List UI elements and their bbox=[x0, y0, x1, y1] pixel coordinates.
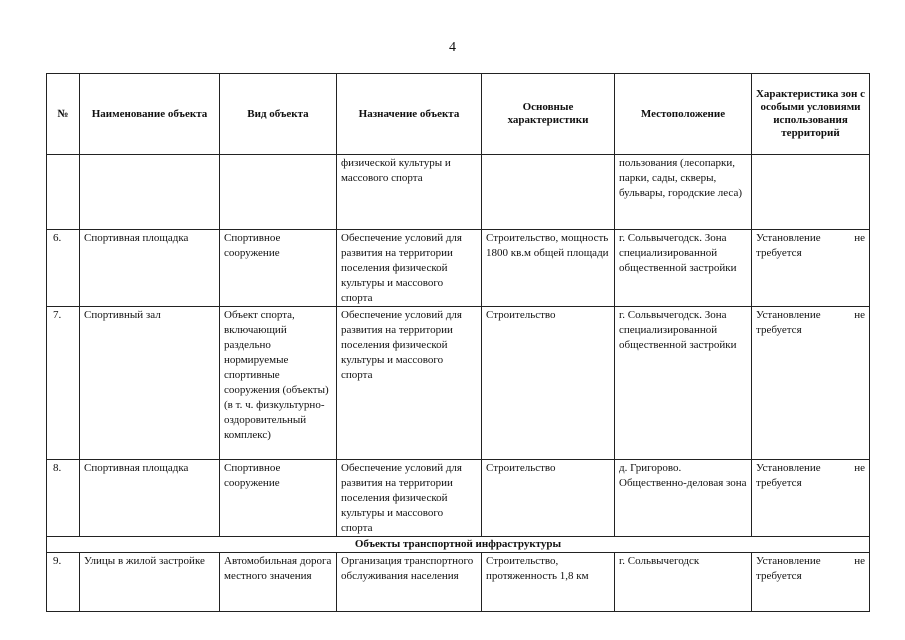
cell-characteristics: Строительство bbox=[482, 460, 615, 537]
cell-location: г. Сольвычегодск. Зона специализированной общественной застройки bbox=[615, 307, 752, 460]
cell-characteristics: Строительство, мощность 1800 кв.м общей площади bbox=[482, 230, 615, 307]
cell-purpose: Обеспечение условий для развития на территории поселения физической культуры и массового спорта bbox=[337, 230, 482, 307]
cell-characteristics: Строительство, протяженность 1,8 км bbox=[482, 553, 615, 612]
header-zones: Характеристика зон с особыми условиями использования территорий bbox=[752, 74, 870, 155]
continuation-row bbox=[47, 155, 870, 230]
header-location: Местоположение bbox=[615, 74, 752, 155]
cell-kind: Объект спорта, включающий раздельно нормируемые спортивные сооружения (объекты) (в т. ч. физкультурно-оздоровительный комплекс) bbox=[220, 307, 337, 460]
cell-location: г. Сольвычегодск bbox=[615, 553, 752, 612]
cell-zones: Установление не требуется bbox=[752, 553, 870, 612]
cell-name: Улицы в жилой застройке bbox=[80, 553, 220, 612]
cell-location: д. Григорово. Общественно-деловая зона bbox=[615, 460, 752, 537]
header-name: Наименование объекта bbox=[80, 74, 220, 155]
cell-purpose: Обеспечение условий для развития на территории поселения физической культуры и массового спорта bbox=[337, 307, 482, 460]
cell-zones: Установление не требуется bbox=[752, 230, 870, 307]
cell-name: Спортивная площадка bbox=[80, 460, 220, 537]
page-number: 4 bbox=[449, 40, 456, 55]
cell-purpose: физической культуры и массового спорта bbox=[337, 155, 482, 230]
table-row bbox=[47, 553, 870, 612]
cell-location: пользования (лесопарки, парки, сады, скверы, бульвары, городские леса) bbox=[615, 155, 752, 230]
cell-number: 6. bbox=[47, 230, 80, 307]
header-characteristics: Основные характеристики bbox=[482, 74, 615, 155]
cell-number: 8. bbox=[47, 460, 80, 537]
objects-table bbox=[46, 73, 870, 612]
cell-zones: Установление не требуется bbox=[752, 307, 870, 460]
cell-location: г. Сольвычегодск. Зона специализированной общественной застройки bbox=[615, 230, 752, 307]
cell-zones: Установление не требуется bbox=[752, 460, 870, 537]
header-purpose: Назначение объекта bbox=[337, 74, 482, 155]
cell-kind: Автомобильная дорога местного значения bbox=[220, 553, 337, 612]
header-kind: Вид объекта bbox=[220, 74, 337, 155]
header-row bbox=[47, 74, 870, 155]
table-row bbox=[47, 307, 870, 460]
cell-kind: Спортивное сооружение bbox=[220, 230, 337, 307]
cell-name: Спортивная площадка bbox=[80, 230, 220, 307]
header-number: № bbox=[47, 74, 80, 155]
section-title: Объекты транспортной инфраструктуры bbox=[47, 537, 870, 553]
cell-name: Спортивный зал bbox=[80, 307, 220, 460]
cell-purpose: Организация транспортного обслуживания населения bbox=[337, 553, 482, 612]
table-row bbox=[47, 230, 870, 307]
cell-purpose: Обеспечение условий для развития на территории поселения физической культуры и массового спорта bbox=[337, 460, 482, 537]
table-row bbox=[47, 460, 870, 537]
cell-kind: Спортивное сооружение bbox=[220, 460, 337, 537]
cell-number: 9. bbox=[47, 553, 80, 612]
section-row bbox=[47, 537, 870, 553]
cell-number: 7. bbox=[47, 307, 80, 460]
cell-characteristics: Строительство bbox=[482, 307, 615, 460]
